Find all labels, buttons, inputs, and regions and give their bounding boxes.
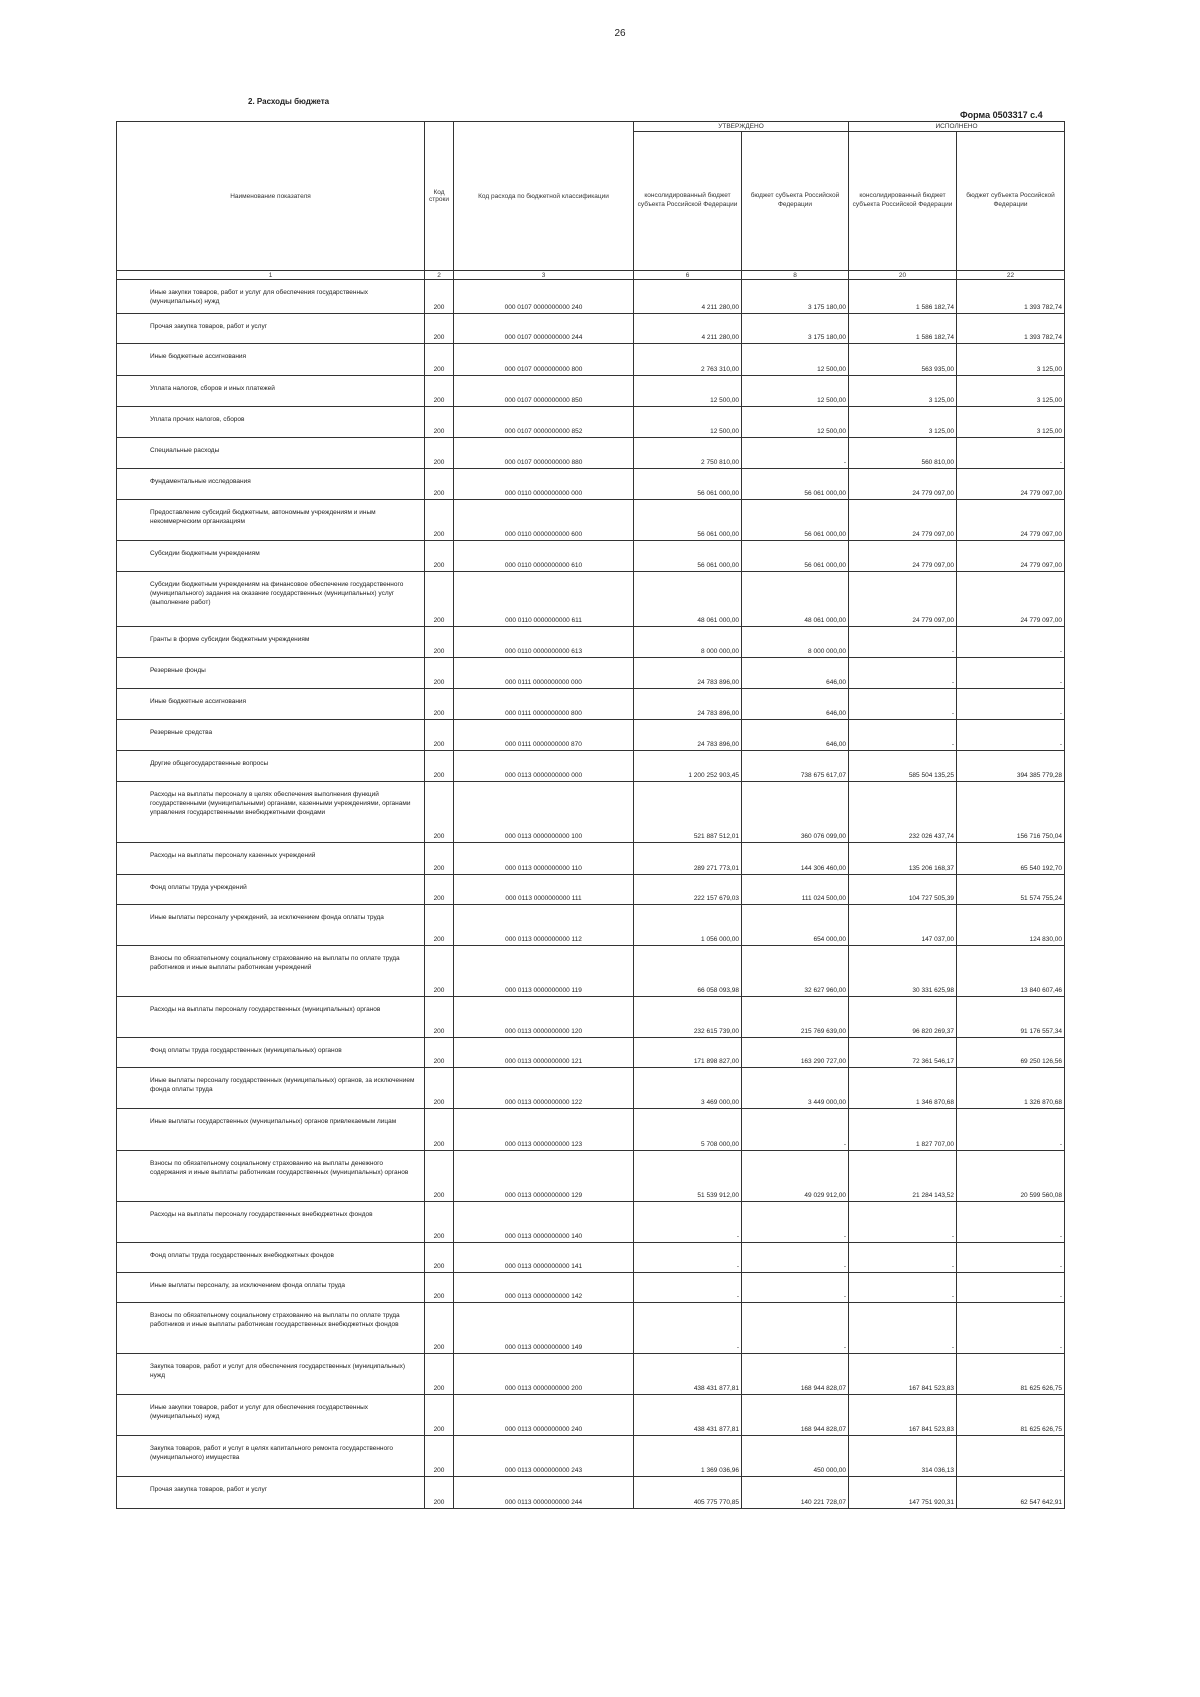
row-name: Субсидии бюджетным учреждениям на финансовое обеспечение государственного (муниципального) задания на оказание государственных (муниципальных) услуг (выполнение работ) — [117, 572, 425, 627]
row-approved-subject: 360 076 099,00 — [742, 782, 849, 843]
table-row — [117, 376, 1065, 407]
row-approved-consolidated: 232 615 739,00 — [634, 997, 742, 1038]
row-code: 200 — [425, 314, 454, 344]
row-approved-subject: - — [742, 1273, 849, 1303]
row-approved-subject: 56 061 000,00 — [742, 541, 849, 572]
table-row — [117, 1354, 1065, 1395]
row-executed-subject: 3 125,00 — [957, 407, 1065, 438]
column-number: 2 — [425, 271, 454, 280]
row-executed-consolidated: - — [849, 1303, 957, 1354]
row-approved-subject: 49 029 912,00 — [742, 1151, 849, 1202]
row-approved-subject: - — [742, 1202, 849, 1243]
row-executed-consolidated: 104 727 505,39 — [849, 875, 957, 905]
row-kbk: 000 0107 0000000000 240 — [454, 280, 634, 314]
row-approved-consolidated: - — [634, 1243, 742, 1273]
row-approved-subject: 56 061 000,00 — [742, 469, 849, 500]
row-code: 200 — [425, 658, 454, 689]
row-code: 200 — [425, 843, 454, 875]
row-approved-subject: 3 175 180,00 — [742, 314, 849, 344]
row-executed-subject: - — [957, 720, 1065, 751]
row-name: Иные выплаты персоналу государственных (муниципальных) органов, за исключением фонда оплаты труда — [117, 1068, 425, 1109]
header-group-executed: ИСПОЛНЕНО — [849, 122, 1065, 132]
row-name: Прочая закупка товаров, работ и услуг — [117, 314, 425, 344]
row-name: Резервные фонды — [117, 658, 425, 689]
row-executed-subject: 1 393 782,74 — [957, 280, 1065, 314]
row-executed-consolidated: 1 586 182,74 — [849, 280, 957, 314]
row-kbk: 000 0110 0000000000 610 — [454, 541, 634, 572]
table-row — [117, 1243, 1065, 1273]
header-group-approved: УТВЕРЖДЕНО — [634, 122, 849, 132]
row-name: Расходы на выплаты персоналу государственных (муниципальных) органов — [117, 997, 425, 1038]
row-approved-consolidated: - — [634, 1273, 742, 1303]
row-code: 200 — [425, 875, 454, 905]
row-executed-consolidated: 585 504 135,25 — [849, 751, 957, 782]
row-kbk: 000 0110 0000000000 600 — [454, 500, 634, 541]
row-executed-subject: 3 125,00 — [957, 344, 1065, 376]
row-executed-consolidated: 1 827 707,00 — [849, 1109, 957, 1151]
row-approved-subject: 738 675 617,07 — [742, 751, 849, 782]
row-code: 200 — [425, 572, 454, 627]
row-approved-subject: 3 449 000,00 — [742, 1068, 849, 1109]
row-kbk: 000 0113 0000000000 141 — [454, 1243, 634, 1273]
row-kbk: 000 0113 0000000000 122 — [454, 1068, 634, 1109]
row-kbk: 000 0113 0000000000 119 — [454, 946, 634, 997]
row-executed-consolidated: 314 036,13 — [849, 1436, 957, 1477]
row-name: Уплата прочих налогов, сборов — [117, 407, 425, 438]
table-row — [117, 469, 1065, 500]
row-approved-consolidated: 222 157 679,03 — [634, 875, 742, 905]
row-executed-subject: 24 779 097,00 — [957, 572, 1065, 627]
table-body — [117, 280, 1065, 1509]
row-kbk: 000 0113 0000000000 111 — [454, 875, 634, 905]
row-name: Иные выплаты персоналу, за исключением фонда оплаты труда — [117, 1273, 425, 1303]
row-kbk: 000 0113 0000000000 149 — [454, 1303, 634, 1354]
table-row — [117, 1151, 1065, 1202]
row-executed-subject: - — [957, 1109, 1065, 1151]
column-number: 22 — [957, 271, 1065, 280]
row-executed-consolidated: 96 820 269,37 — [849, 997, 957, 1038]
row-code: 200 — [425, 1303, 454, 1354]
row-approved-consolidated: 66 058 093,98 — [634, 946, 742, 997]
row-name: Прочая закупка товаров, работ и услуг — [117, 1477, 425, 1509]
row-executed-consolidated: - — [849, 658, 957, 689]
row-kbk: 000 0111 0000000000 800 — [454, 689, 634, 720]
row-name: Иные бюджетные ассигнования — [117, 344, 425, 376]
row-code: 200 — [425, 541, 454, 572]
row-name: Фонд оплаты труда государственных (муниципальных) органов — [117, 1038, 425, 1068]
row-kbk: 000 0110 0000000000 000 — [454, 469, 634, 500]
budget-expenses-table — [116, 121, 1065, 1509]
row-code: 200 — [425, 689, 454, 720]
row-approved-consolidated: 24 783 896,00 — [634, 689, 742, 720]
row-executed-subject: 156 716 750,04 — [957, 782, 1065, 843]
row-approved-subject: - — [742, 1109, 849, 1151]
header-executed-subject: бюджет субъекта Российской Федерации — [957, 132, 1065, 271]
row-approved-subject: 168 944 828,07 — [742, 1354, 849, 1395]
row-executed-consolidated: 147 751 920,31 — [849, 1477, 957, 1509]
table-row — [117, 658, 1065, 689]
column-number: 8 — [742, 271, 849, 280]
row-kbk: 000 0107 0000000000 850 — [454, 376, 634, 407]
row-code: 200 — [425, 469, 454, 500]
row-approved-consolidated: 8 000 000,00 — [634, 627, 742, 658]
column-number: 6 — [634, 271, 742, 280]
row-executed-consolidated: - — [849, 720, 957, 751]
row-executed-subject: 3 125,00 — [957, 376, 1065, 407]
row-approved-consolidated: 521 887 512,01 — [634, 782, 742, 843]
table-row — [117, 1273, 1065, 1303]
row-kbk: 000 0113 0000000000 121 — [454, 1038, 634, 1068]
row-executed-consolidated: 563 935,00 — [849, 344, 957, 376]
row-kbk: 000 0113 0000000000 200 — [454, 1354, 634, 1395]
row-kbk: 000 0107 0000000000 852 — [454, 407, 634, 438]
row-executed-subject: 65 540 192,70 — [957, 843, 1065, 875]
row-executed-subject: 91 176 557,34 — [957, 997, 1065, 1038]
row-code: 200 — [425, 1109, 454, 1151]
row-name: Гранты в форме субсидии бюджетным учреждениям — [117, 627, 425, 658]
table-row — [117, 280, 1065, 314]
row-approved-consolidated: 2 750 810,00 — [634, 438, 742, 469]
row-name: Уплата налогов, сборов и иных платежей — [117, 376, 425, 407]
column-number: 20 — [849, 271, 957, 280]
row-executed-subject: 1 326 870,68 — [957, 1068, 1065, 1109]
table-row — [117, 627, 1065, 658]
row-name: Иные выплаты персоналу учреждений, за исключением фонда оплаты труда — [117, 905, 425, 946]
row-approved-consolidated: 24 783 896,00 — [634, 720, 742, 751]
row-code: 200 — [425, 376, 454, 407]
row-kbk: 000 0113 0000000000 240 — [454, 1395, 634, 1436]
row-approved-consolidated: 438 431 877,81 — [634, 1395, 742, 1436]
row-approved-subject: 654 000,00 — [742, 905, 849, 946]
row-approved-consolidated: - — [634, 1303, 742, 1354]
row-approved-consolidated: 56 061 000,00 — [634, 469, 742, 500]
row-kbk: 000 0113 0000000000 120 — [454, 997, 634, 1038]
row-kbk: 000 0107 0000000000 244 — [454, 314, 634, 344]
row-approved-subject: 12 500,00 — [742, 407, 849, 438]
row-approved-consolidated: 171 898 827,00 — [634, 1038, 742, 1068]
table-row — [117, 572, 1065, 627]
row-approved-subject: - — [742, 438, 849, 469]
row-executed-subject: - — [957, 1273, 1065, 1303]
row-code: 200 — [425, 344, 454, 376]
row-executed-subject: 81 625 626,75 — [957, 1395, 1065, 1436]
header-executed-consolidated: консолидированный бюджет субъекта Российской Федерации — [849, 132, 957, 271]
row-code: 200 — [425, 782, 454, 843]
row-executed-subject: 13 840 607,46 — [957, 946, 1065, 997]
row-approved-subject: 111 024 500,00 — [742, 875, 849, 905]
row-name: Иные закупки товаров, работ и услуг для обеспечения государственных (муниципальных) нужд — [117, 280, 425, 314]
table-row — [117, 1202, 1065, 1243]
header-kbk: Код расхода по бюджетной классификации — [454, 122, 634, 271]
row-approved-subject: 3 175 180,00 — [742, 280, 849, 314]
row-code: 200 — [425, 905, 454, 946]
row-name: Взносы по обязательному социальному страхованию на выплаты по оплате труда работников и иные выплаты работникам государственных внебюджетных фондов — [117, 1303, 425, 1354]
row-kbk: 000 0111 0000000000 870 — [454, 720, 634, 751]
row-executed-consolidated: - — [849, 1273, 957, 1303]
row-code: 200 — [425, 1038, 454, 1068]
row-name: Фонд оплаты труда государственных внебюджетных фондов — [117, 1243, 425, 1273]
row-name: Предоставление субсидий бюджетным, автономным учреждениям и иным некоммерческим организациям — [117, 500, 425, 541]
row-name: Фонд оплаты труда учреждений — [117, 875, 425, 905]
row-executed-consolidated: 135 206 168,37 — [849, 843, 957, 875]
form-label: Форма 0503317 с.4 — [960, 110, 1043, 120]
row-executed-subject: - — [957, 1436, 1065, 1477]
row-approved-consolidated: 51 539 912,00 — [634, 1151, 742, 1202]
table-row — [117, 344, 1065, 376]
row-kbk: 000 0113 0000000000 100 — [454, 782, 634, 843]
row-executed-consolidated: 30 331 625,98 — [849, 946, 957, 997]
row-name: Иные закупки товаров, работ и услуг для обеспечения государственных (муниципальных) нужд — [117, 1395, 425, 1436]
row-approved-subject: 12 500,00 — [742, 344, 849, 376]
row-name: Закупка товаров, работ и услуг в целях капитального ремонта государственного (муниципального) имущества — [117, 1436, 425, 1477]
row-name: Закупка товаров, работ и услуг для обеспечения государственных (муниципальных) нужд — [117, 1354, 425, 1395]
table-row — [117, 720, 1065, 751]
row-code: 200 — [425, 1436, 454, 1477]
row-executed-subject: 51 574 755,24 — [957, 875, 1065, 905]
row-kbk: 000 0113 0000000000 243 — [454, 1436, 634, 1477]
row-name: Другие общегосударственные вопросы — [117, 751, 425, 782]
row-executed-subject: 24 779 097,00 — [957, 500, 1065, 541]
row-executed-consolidated: 3 125,00 — [849, 376, 957, 407]
row-executed-subject: - — [957, 1202, 1065, 1243]
row-executed-consolidated: - — [849, 1202, 957, 1243]
row-executed-consolidated: 24 779 097,00 — [849, 500, 957, 541]
row-executed-consolidated: 3 125,00 — [849, 407, 957, 438]
row-name: Взносы по обязательному социальному страхованию на выплаты по оплате труда работников и иные выплаты работникам учреждений — [117, 946, 425, 997]
row-approved-consolidated: 3 469 000,00 — [634, 1068, 742, 1109]
page-number: 26 — [614, 28, 626, 39]
row-code: 200 — [425, 438, 454, 469]
row-approved-consolidated: 12 500,00 — [634, 376, 742, 407]
table-row — [117, 438, 1065, 469]
table-row — [117, 751, 1065, 782]
row-approved-consolidated: 1 369 036,96 — [634, 1436, 742, 1477]
table-row — [117, 1038, 1065, 1068]
row-approved-subject: 56 061 000,00 — [742, 500, 849, 541]
row-approved-consolidated: - — [634, 1202, 742, 1243]
table-row — [117, 997, 1065, 1038]
table-row — [117, 1436, 1065, 1477]
row-executed-subject: 69 250 126,56 — [957, 1038, 1065, 1068]
row-kbk: 000 0113 0000000000 000 — [454, 751, 634, 782]
row-approved-consolidated: 1 056 000,00 — [634, 905, 742, 946]
row-executed-consolidated: 1 346 870,68 — [849, 1068, 957, 1109]
row-executed-consolidated: 1 586 182,74 — [849, 314, 957, 344]
row-approved-consolidated: 438 431 877,81 — [634, 1354, 742, 1395]
table-row — [117, 1477, 1065, 1509]
row-name: Расходы на выплаты персоналу казенных учреждений — [117, 843, 425, 875]
row-code: 200 — [425, 1273, 454, 1303]
row-executed-consolidated: 167 841 523,83 — [849, 1354, 957, 1395]
row-approved-consolidated: 289 271 773,01 — [634, 843, 742, 875]
row-executed-consolidated: 24 779 097,00 — [849, 541, 957, 572]
table-row — [117, 1068, 1065, 1109]
row-name: Иные выплаты государственных (муниципальных) органов привлекаемым лицам — [117, 1109, 425, 1151]
row-executed-consolidated: 232 026 437,74 — [849, 782, 957, 843]
row-approved-consolidated: 4 211 280,00 — [634, 314, 742, 344]
row-code: 200 — [425, 1243, 454, 1273]
table-row — [117, 905, 1065, 946]
table-row — [117, 541, 1065, 572]
row-kbk: 000 0113 0000000000 123 — [454, 1109, 634, 1151]
table-row — [117, 1109, 1065, 1151]
row-code: 200 — [425, 997, 454, 1038]
row-executed-subject: 81 625 626,75 — [957, 1354, 1065, 1395]
column-number: 1 — [117, 271, 425, 280]
row-name: Специальные расходы — [117, 438, 425, 469]
row-approved-subject: 450 000,00 — [742, 1436, 849, 1477]
row-executed-consolidated: 560 810,00 — [849, 438, 957, 469]
table-row — [117, 407, 1065, 438]
row-executed-consolidated: 167 841 523,83 — [849, 1395, 957, 1436]
row-approved-subject: 48 061 000,00 — [742, 572, 849, 627]
row-code: 200 — [425, 720, 454, 751]
row-executed-subject: - — [957, 438, 1065, 469]
row-kbk: 000 0110 0000000000 611 — [454, 572, 634, 627]
row-approved-subject: 215 769 639,00 — [742, 997, 849, 1038]
row-approved-consolidated: 56 061 000,00 — [634, 541, 742, 572]
row-executed-consolidated: 147 037,00 — [849, 905, 957, 946]
row-code: 200 — [425, 1395, 454, 1436]
row-approved-subject: 8 000 000,00 — [742, 627, 849, 658]
row-code: 200 — [425, 751, 454, 782]
header-name: Наименование показателя — [117, 122, 425, 271]
header-approved-consolidated: консолидированный бюджет субъекта Российской Федерации — [634, 132, 742, 271]
row-approved-subject: - — [742, 1243, 849, 1273]
row-approved-subject: 32 627 960,00 — [742, 946, 849, 997]
row-code: 200 — [425, 1151, 454, 1202]
table-row — [117, 843, 1065, 875]
row-approved-subject: 163 290 727,00 — [742, 1038, 849, 1068]
row-code: 200 — [425, 946, 454, 997]
row-approved-consolidated: 4 211 280,00 — [634, 280, 742, 314]
row-executed-consolidated: 21 284 143,52 — [849, 1151, 957, 1202]
row-executed-consolidated: 24 779 097,00 — [849, 572, 957, 627]
row-code: 200 — [425, 1068, 454, 1109]
row-approved-subject: - — [742, 1303, 849, 1354]
row-kbk: 000 0113 0000000000 244 — [454, 1477, 634, 1509]
table-row — [117, 500, 1065, 541]
row-approved-consolidated: 56 061 000,00 — [634, 500, 742, 541]
row-name: Резервные средства — [117, 720, 425, 751]
table-row — [117, 875, 1065, 905]
row-executed-subject: - — [957, 1303, 1065, 1354]
row-approved-subject: 646,00 — [742, 720, 849, 751]
row-executed-subject: - — [957, 627, 1065, 658]
row-approved-consolidated: 1 200 252 903,45 — [634, 751, 742, 782]
row-approved-subject: 140 221 728,07 — [742, 1477, 849, 1509]
section-title: 2. Расходы бюджета — [248, 97, 330, 106]
table-header — [117, 122, 1065, 280]
row-kbk: 000 0113 0000000000 142 — [454, 1273, 634, 1303]
row-executed-consolidated: 72 361 546,17 — [849, 1038, 957, 1068]
row-kbk: 000 0111 0000000000 000 — [454, 658, 634, 689]
column-number: 3 — [454, 271, 634, 280]
row-executed-consolidated: - — [849, 1243, 957, 1273]
row-name: Расходы на выплаты персоналу государственных внебюджетных фондов — [117, 1202, 425, 1243]
row-name: Субсидии бюджетным учреждениям — [117, 541, 425, 572]
row-code: 200 — [425, 407, 454, 438]
row-approved-consolidated: 48 061 000,00 — [634, 572, 742, 627]
table-row — [117, 314, 1065, 344]
row-executed-subject: 1 393 782,74 — [957, 314, 1065, 344]
row-executed-subject: 20 599 560,08 — [957, 1151, 1065, 1202]
row-kbk: 000 0107 0000000000 800 — [454, 344, 634, 376]
row-code: 200 — [425, 1477, 454, 1509]
row-approved-consolidated: 2 763 310,00 — [634, 344, 742, 376]
row-approved-consolidated: 24 783 896,00 — [634, 658, 742, 689]
row-approved-subject: 646,00 — [742, 689, 849, 720]
row-executed-consolidated: - — [849, 689, 957, 720]
table-row — [117, 782, 1065, 843]
table-row — [117, 689, 1065, 720]
row-kbk: 000 0113 0000000000 140 — [454, 1202, 634, 1243]
row-approved-consolidated: 405 775 770,85 — [634, 1477, 742, 1509]
header-code: Код строки — [425, 122, 454, 271]
row-code: 200 — [425, 1354, 454, 1395]
row-executed-subject: - — [957, 658, 1065, 689]
row-executed-subject: 62 547 642,91 — [957, 1477, 1065, 1509]
header-approved-subject: бюджет субъекта Российской Федерации — [742, 132, 849, 271]
row-kbk: 000 0110 0000000000 613 — [454, 627, 634, 658]
row-kbk: 000 0113 0000000000 110 — [454, 843, 634, 875]
row-kbk: 000 0113 0000000000 112 — [454, 905, 634, 946]
row-approved-subject: 168 944 828,07 — [742, 1395, 849, 1436]
row-executed-subject: - — [957, 689, 1065, 720]
row-name: Фундаментальные исследования — [117, 469, 425, 500]
row-executed-consolidated: 24 779 097,00 — [849, 469, 957, 500]
row-name: Иные бюджетные ассигнования — [117, 689, 425, 720]
table-row — [117, 1395, 1065, 1436]
row-executed-subject: - — [957, 1243, 1065, 1273]
row-code: 200 — [425, 280, 454, 314]
row-kbk: 000 0113 0000000000 129 — [454, 1151, 634, 1202]
row-name: Взносы по обязательному социальному страхованию на выплаты денежного содержания и иные выплаты работникам государственных (муниципальных) органов — [117, 1151, 425, 1202]
table-row — [117, 946, 1065, 997]
row-executed-subject: 124 830,00 — [957, 905, 1065, 946]
row-executed-subject: 24 779 097,00 — [957, 541, 1065, 572]
row-executed-consolidated: - — [849, 627, 957, 658]
row-code: 200 — [425, 500, 454, 541]
row-approved-subject: 12 500,00 — [742, 376, 849, 407]
row-executed-subject: 24 779 097,00 — [957, 469, 1065, 500]
row-approved-consolidated: 5 708 000,00 — [634, 1109, 742, 1151]
row-approved-subject: 646,00 — [742, 658, 849, 689]
row-code: 200 — [425, 627, 454, 658]
row-executed-subject: 394 385 779,28 — [957, 751, 1065, 782]
row-code: 200 — [425, 1202, 454, 1243]
row-name: Расходы на выплаты персоналу в целях обеспечения выполнения функций государственными (муниципальными) органами, казенными учреждениями, органами управления государственными внебюджетными фондами — [117, 782, 425, 843]
row-approved-subject: 144 306 460,00 — [742, 843, 849, 875]
table-row — [117, 1303, 1065, 1354]
row-kbk: 000 0107 0000000000 880 — [454, 438, 634, 469]
row-approved-consolidated: 12 500,00 — [634, 407, 742, 438]
